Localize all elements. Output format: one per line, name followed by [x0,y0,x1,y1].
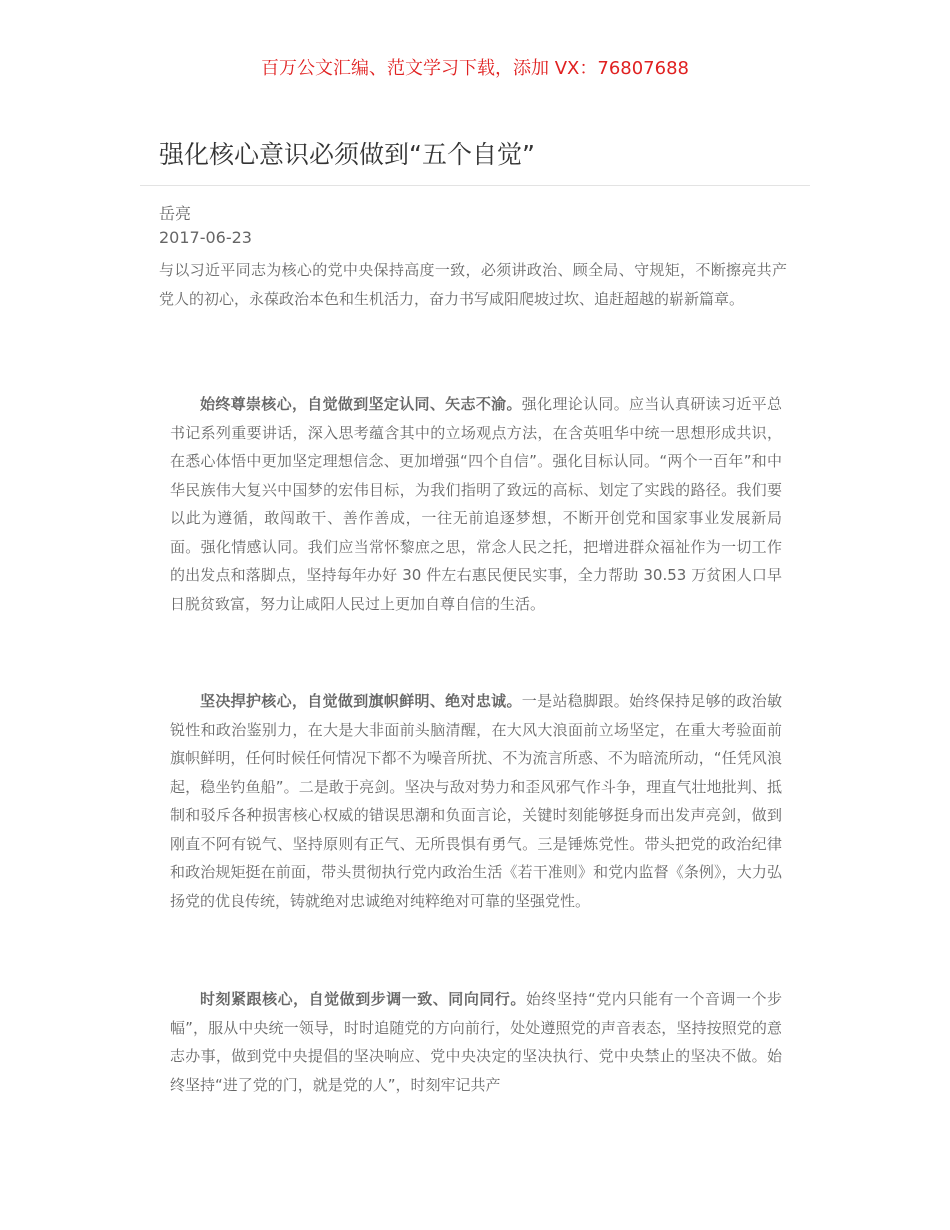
section-body: 一是站稳脚跟。始终保持足够的政治敏锐性和政治鉴别力，在大是大非面前头脑清醒，在大风大浪面前立场坚定，在重大考验面前旗帜鲜明，任何时候任何情况下都不为噪音所扰、不为流言所惑、不为暗流所动，“任凭风浪起，稳坐钓鱼船”。二是敢于亮剑。坚决与敌对势力和歪风邪气作斗争，理直气壮地批判、抵制和驳斥各种损害核心权威的错误思潮和负面言论，关键时刻能够挺身而出发声亮剑，做到刚直不阿有锐气、坚持原则有正气、无所畏惧有勇气。三是锤炼党性。带头把党的政治纪律和政治规矩挺在前面，带头贯彻执行党内政治生活《若干准则》和党内监督《条例》，大力弘扬党的优良传统，铸就绝对忠诚绝对纯粹绝对可靠的坚强党性。 [170,692,782,910]
section-lead: 始终尊崇核心，自觉做到坚定认同、矢志不渝。 [200,395,522,413]
article-section [170,985,782,1099]
article-date: 2017-06-23 [159,228,252,247]
article-section [170,390,782,618]
title-divider [140,185,810,186]
section-lead: 坚决捍护核心，自觉做到旗帜鲜明、绝对忠诚。 [200,692,522,710]
promo-banner: 百万公文汇编、范文学习下载，添加 VX：76807688 [261,58,689,79]
article-section [170,687,782,915]
article-intro: 与以习近平同志为核心的党中央保持高度一致，必须讲政治、顾全局、守规矩，不断擦亮共产党人的初心，永葆政治本色和生机活力，奋力书写咸阳爬坡过坎、追赶超越的崭新篇章。 [159,261,787,308]
section-body: 强化理论认同。应当认真研读习近平总书记系列重要讲话，深入思考蕴含其中的立场观点方法，在含英咀华中统一思想形成共识，在悉心体悟中更加坚定理想信念、更加增强“四个自信”。强化目标认同。“两个一百年”和中华民族伟大复兴中国梦的宏伟目标，为我们指明了致远的高标、划定了实践的路径。我们要以此为遵循，敢闯敢干、善作善成，一往无前追逐梦想，不断开创党和国家事业发展新局面。强化情感认同。我们应当常怀黎庶之思，常念人民之托，把增进群众福祉作为一切工作的出发点和落脚点，坚持每年办好 30 件左右惠民便民实事，全力帮助 30.53 万贫困人口早日脱贫致富，努力让咸阳人民过上更加自尊自信的生活。 [170,395,782,613]
section-body: 始终坚持“党内只能有一个音调一个步幅”，服从中央统一领导，时时追随党的方向前行，处处遵照党的声音表态，坚持按照党的意志办事，做到党中央提倡的坚决响应、党中央决定的坚决执行、党中央禁止的坚决不做。始终坚持“进了党的门，就是党的人”，时刻牢记共产 [170,990,782,1094]
article-author: 岳亮 [159,204,192,223]
article-title: 强化核心意识必须做到“五个自觉” [159,140,535,169]
section-lead: 时刻紧跟核心，自觉做到步调一致、同向同行。 [200,990,526,1008]
